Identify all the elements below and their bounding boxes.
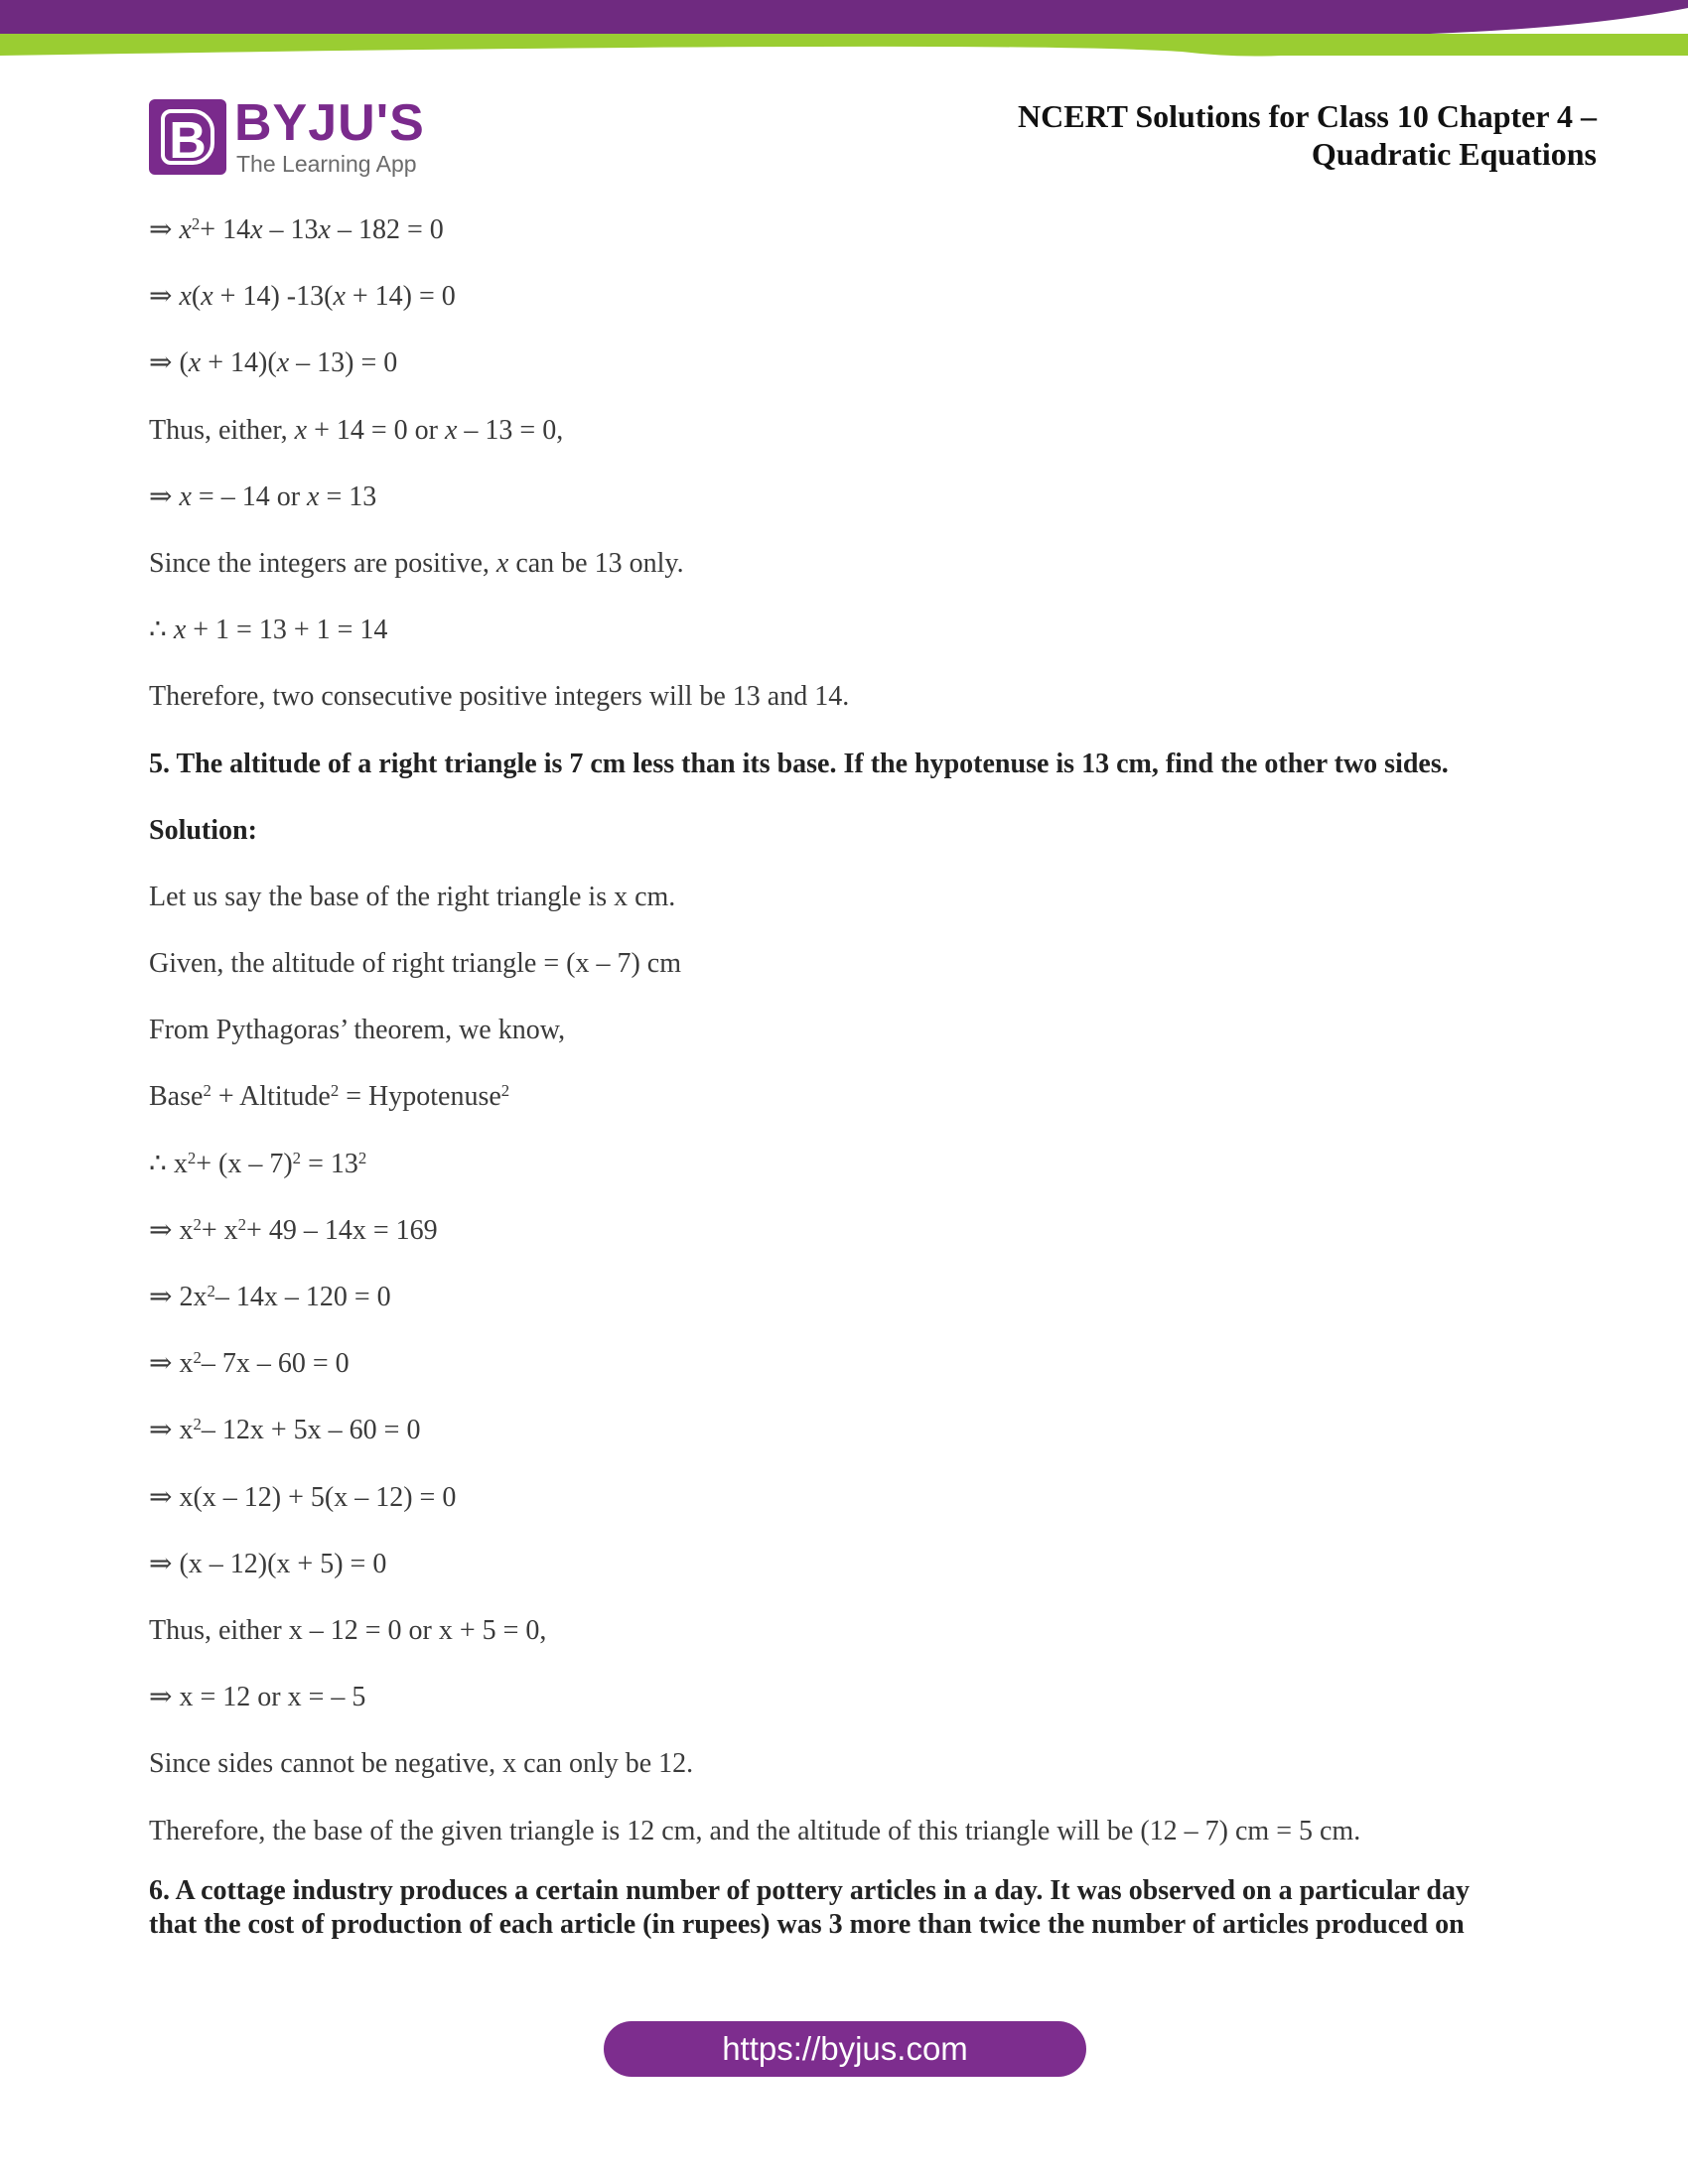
equation-line: ⇒ $x^2-$ 7x – 60 = 0 (149, 1347, 350, 1380)
logo-tagline: The Learning App (236, 151, 417, 177)
equation-line: ⇒ (x + 14)(x – 13) = 0 (149, 347, 398, 379)
text-line: Since sides cannot be negative, x can only be 12. (149, 1748, 694, 1780)
equation-line: ∴ $x^2+ (x - 7)^2 = 13^2$ (149, 1148, 367, 1179)
text-line: Since the integers are positive, x can be 13 only. (149, 547, 684, 579)
page-header-title (902, 97, 1597, 173)
equation-line: ⇒ x(x – 12) + 5(x – 12) = 0 (149, 1481, 457, 1513)
equation-line: ⇒ $2x^2-$ 14x – 120 = 0 (149, 1281, 391, 1312)
solution-content (149, 206, 1539, 1942)
top-decorative-band (0, 0, 1688, 60)
question-6-line-2: that the cost of production of each article (in rupees) was 3 more than twice the number of articles produced on (149, 1908, 1465, 1940)
header-title-line-1: NCERT Solutions for Class 10 Chapter 4 – (1018, 98, 1597, 134)
text-line: Therefore, two consecutive positive integers will be 13 and 14. (149, 681, 850, 713)
text-line: Thus, either, x + 14 = 0 or x – 13 = 0, (149, 414, 564, 446)
equation-line: ∴ x + 1 = 13 + 1 = 14 (149, 614, 388, 646)
question-5: 5. The altitude of a right triangle is 7 cm less than its base. If the hypotenuse is 13 cm, find the other two sides. (149, 748, 1449, 779)
text-line: Given, the altitude of right triangle = (x – 7) cm (149, 948, 681, 980)
text-line: Thus, either x – 12 = 0 or x + 5 = 0, (149, 1614, 547, 1646)
equation-line: ⇒ x(x + 14) -13(x + 14) = 0 (149, 281, 456, 313)
logo-mark (149, 99, 226, 175)
equation-line: ⇒ $x^2-$ 12x + 5x – 60 = 0 (149, 1415, 421, 1446)
equation-line: ⇒ $x^2+ 14x - 13x - 182 = 0$ (149, 213, 444, 245)
footer-url-link[interactable]: https://byjus.com (604, 2021, 1086, 2077)
text-line: From Pythagoras’ theorem, we know, (149, 1015, 566, 1046)
green-wave (0, 34, 1688, 57)
header-title-line-2: Quadratic Equations (1311, 136, 1597, 172)
equation-line: Base$^2$ + Altitude$^2$ = Hypotenuse$^2$ (149, 1081, 510, 1113)
logo-letter: B (161, 109, 214, 165)
question-6-line-1: 6. A cottage industry produces a certain number of pottery articles in a day. It was observed on a particular day (149, 1874, 1470, 1906)
purple-band (0, 0, 1688, 34)
equation-line: ⇒ (x – 12)(x + 5) = 0 (149, 1548, 387, 1579)
text-line: Let us say the base of the right triangle is x cm. (149, 881, 676, 912)
logo-name: BYJU'S (234, 94, 425, 152)
equation-line: ⇒ x = – 14 or x = 13 (149, 480, 377, 512)
equation-line: ⇒ $x^2+ x^2+ 49 - 14x = 169$ (149, 1214, 438, 1246)
byjus-logo[interactable] (149, 95, 437, 179)
solution-heading: Solution: (149, 814, 257, 846)
text-line: Therefore, the base of the given triangle is 12 cm, and the altitude of this triangle will be (12 – 7) cm = 5 cm. (149, 1815, 1361, 1846)
question-6 (149, 1874, 1539, 1942)
equation-line: ⇒ x = 12 or x = – 5 (149, 1682, 366, 1713)
